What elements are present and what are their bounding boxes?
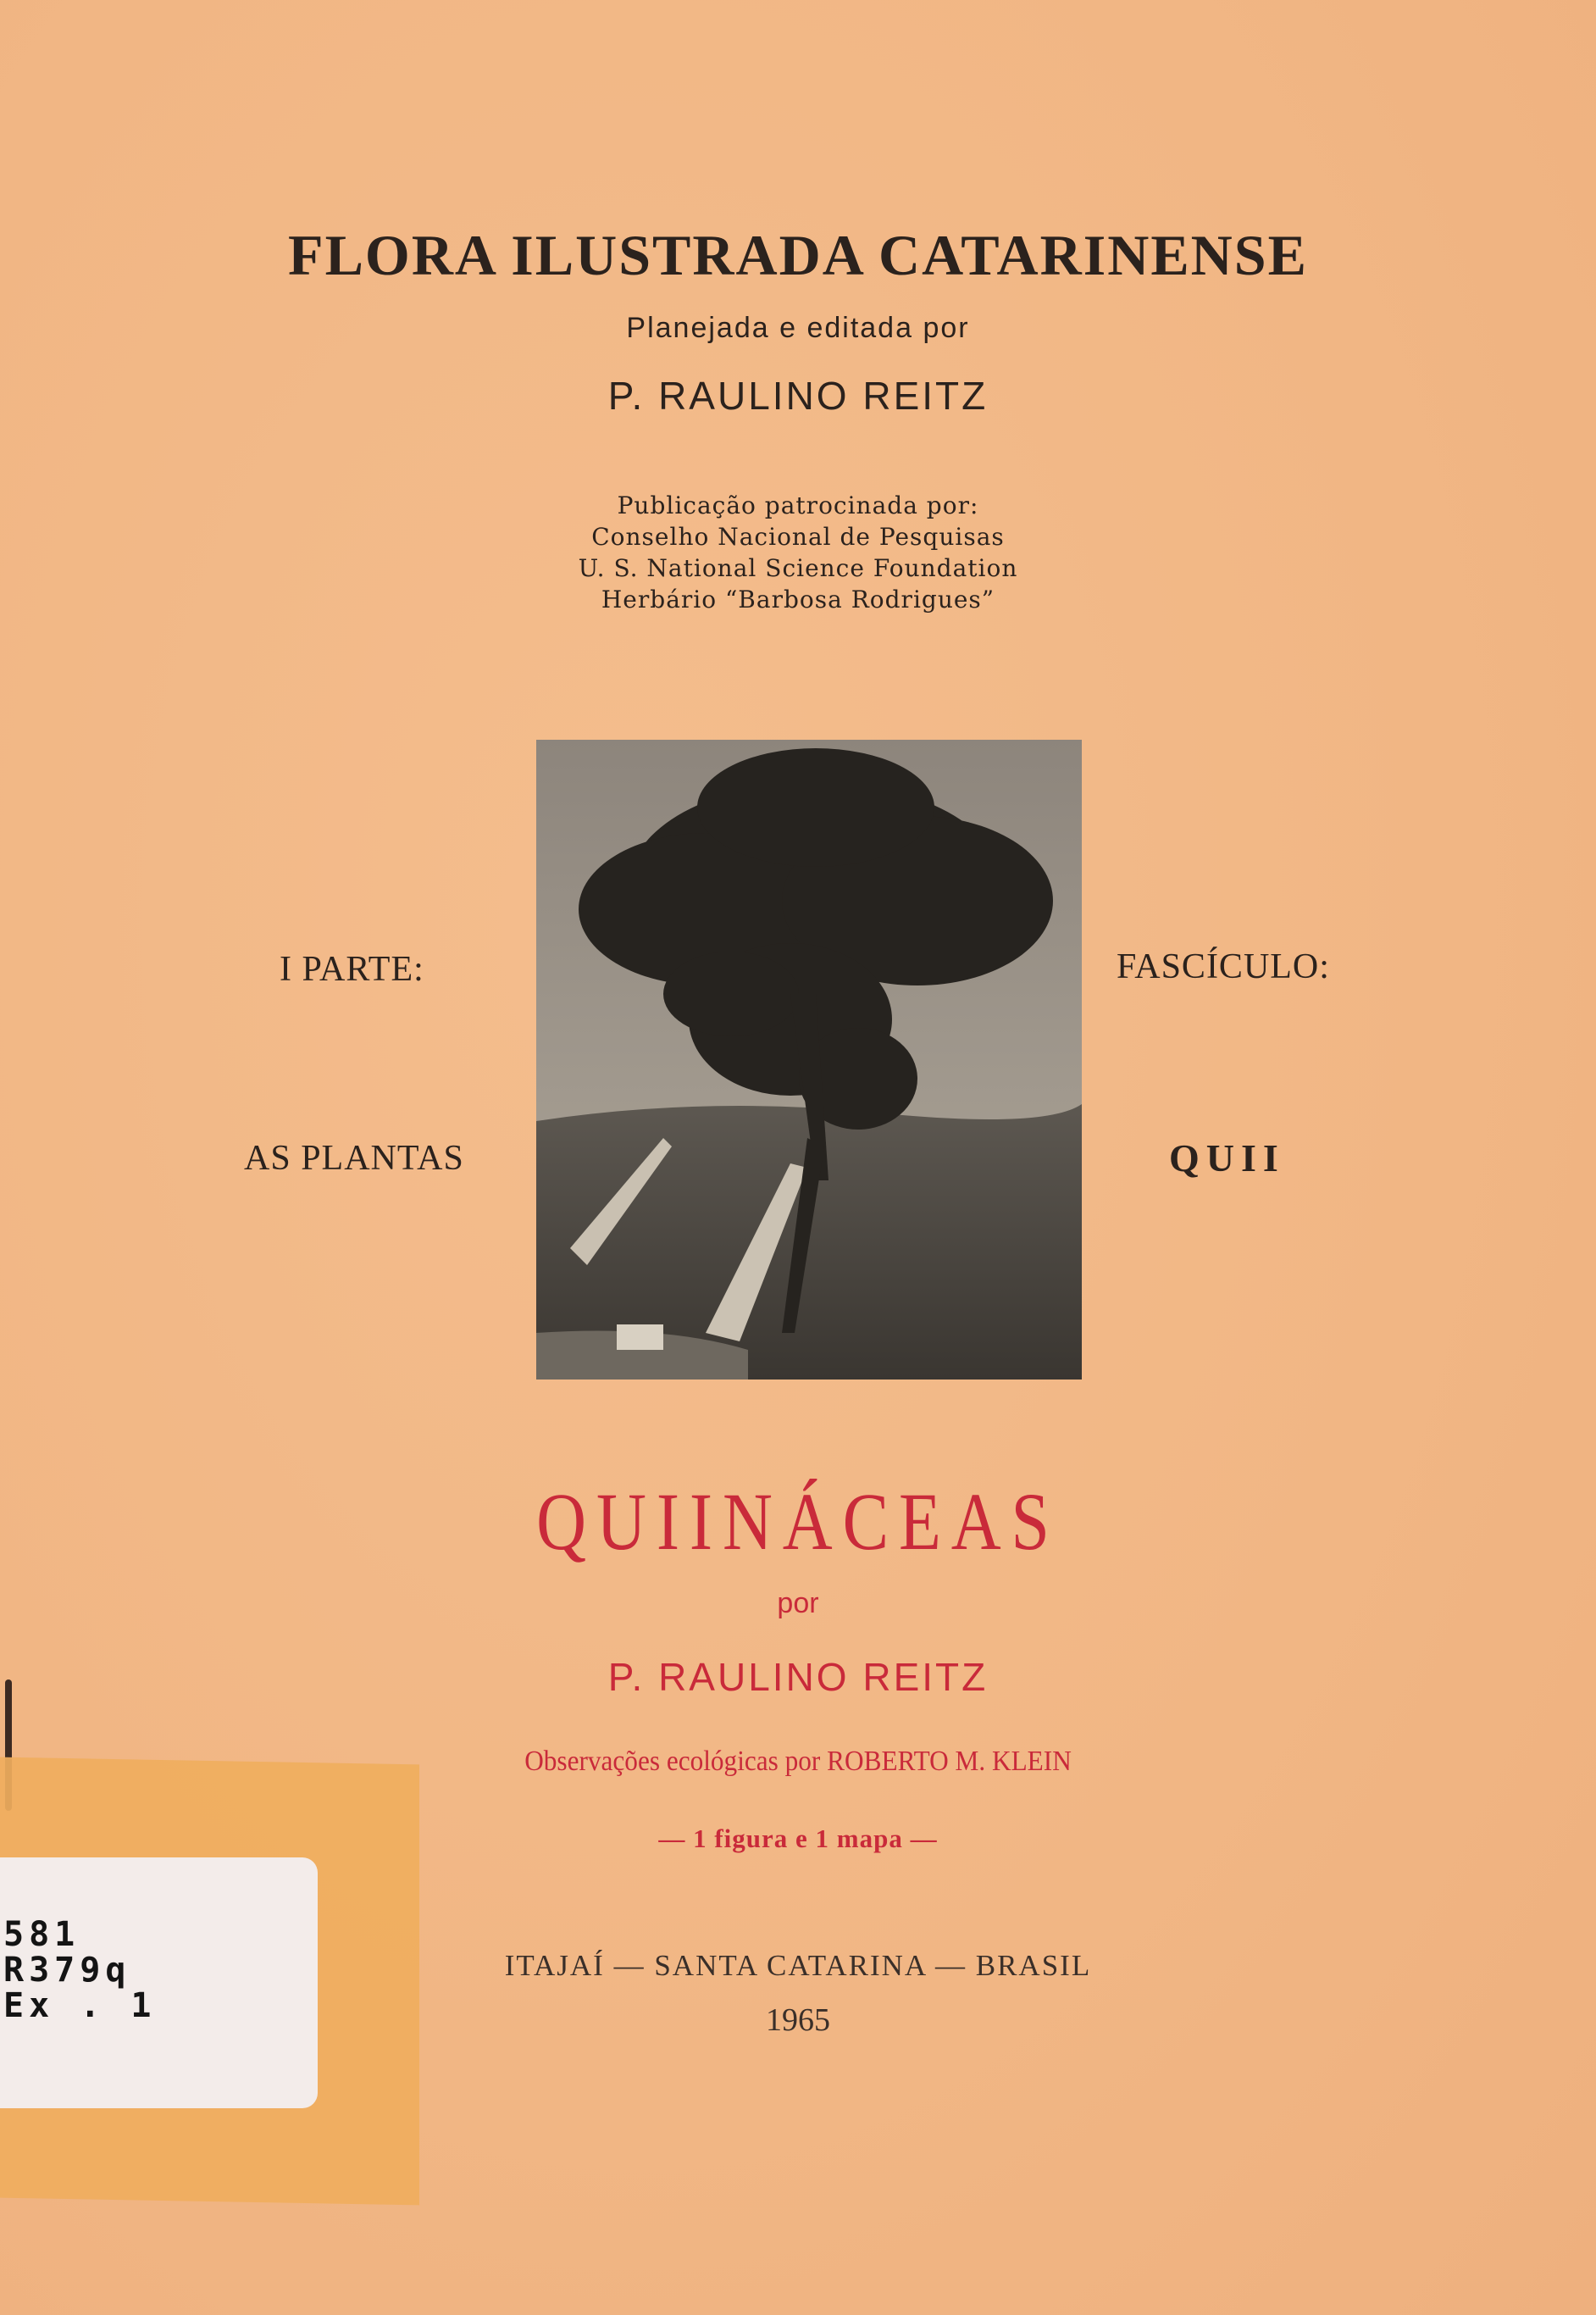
tree-photograph (536, 740, 1082, 1380)
sponsor-line: U. S. National Science Foundation (578, 554, 1018, 582)
sponsor-line: Publicação patrocinada por: (617, 491, 979, 519)
call-number-line: Ex . 1 (3, 1986, 157, 2025)
by-label: por (777, 1587, 819, 1619)
family-title: QUIINÁCEAS (536, 1476, 1060, 1567)
library-call-number-label (0, 1857, 318, 2108)
planned-by: Planejada e editada por (626, 312, 970, 344)
part-label: I PARTE: (280, 950, 424, 989)
figures-note: — 1 figura e 1 mapa — (658, 1824, 938, 1853)
sponsor-line: Herbário “Barbosa Rodrigues” (601, 586, 995, 613)
series-title: FLORA ILUSTRADA CATARINENSE (288, 223, 1308, 287)
fascicle-label: FASCÍCULO: (1117, 947, 1330, 986)
ecological-observations: Observações ecológicas por ROBERTO M. KLEIN (524, 1746, 1072, 1777)
publication-place: ITAJAÍ — SANTA CATARINA — BRASIL (504, 1949, 1092, 1982)
call-number-line: R379q (3, 1951, 131, 1990)
fascicle-value: QUII (1169, 1136, 1285, 1180)
author-name: P. RAULINO REITZ (607, 1655, 989, 1699)
call-number-line: 581 (3, 1915, 80, 1954)
publication-year: 1965 (766, 2002, 830, 2038)
editor-name: P. RAULINO REITZ (607, 374, 989, 418)
sponsor-line: Conselho Nacional de Pesquisas (591, 523, 1005, 551)
sponsors-block (0, 490, 1596, 615)
part-value: AS PLANTAS (244, 1139, 464, 1178)
